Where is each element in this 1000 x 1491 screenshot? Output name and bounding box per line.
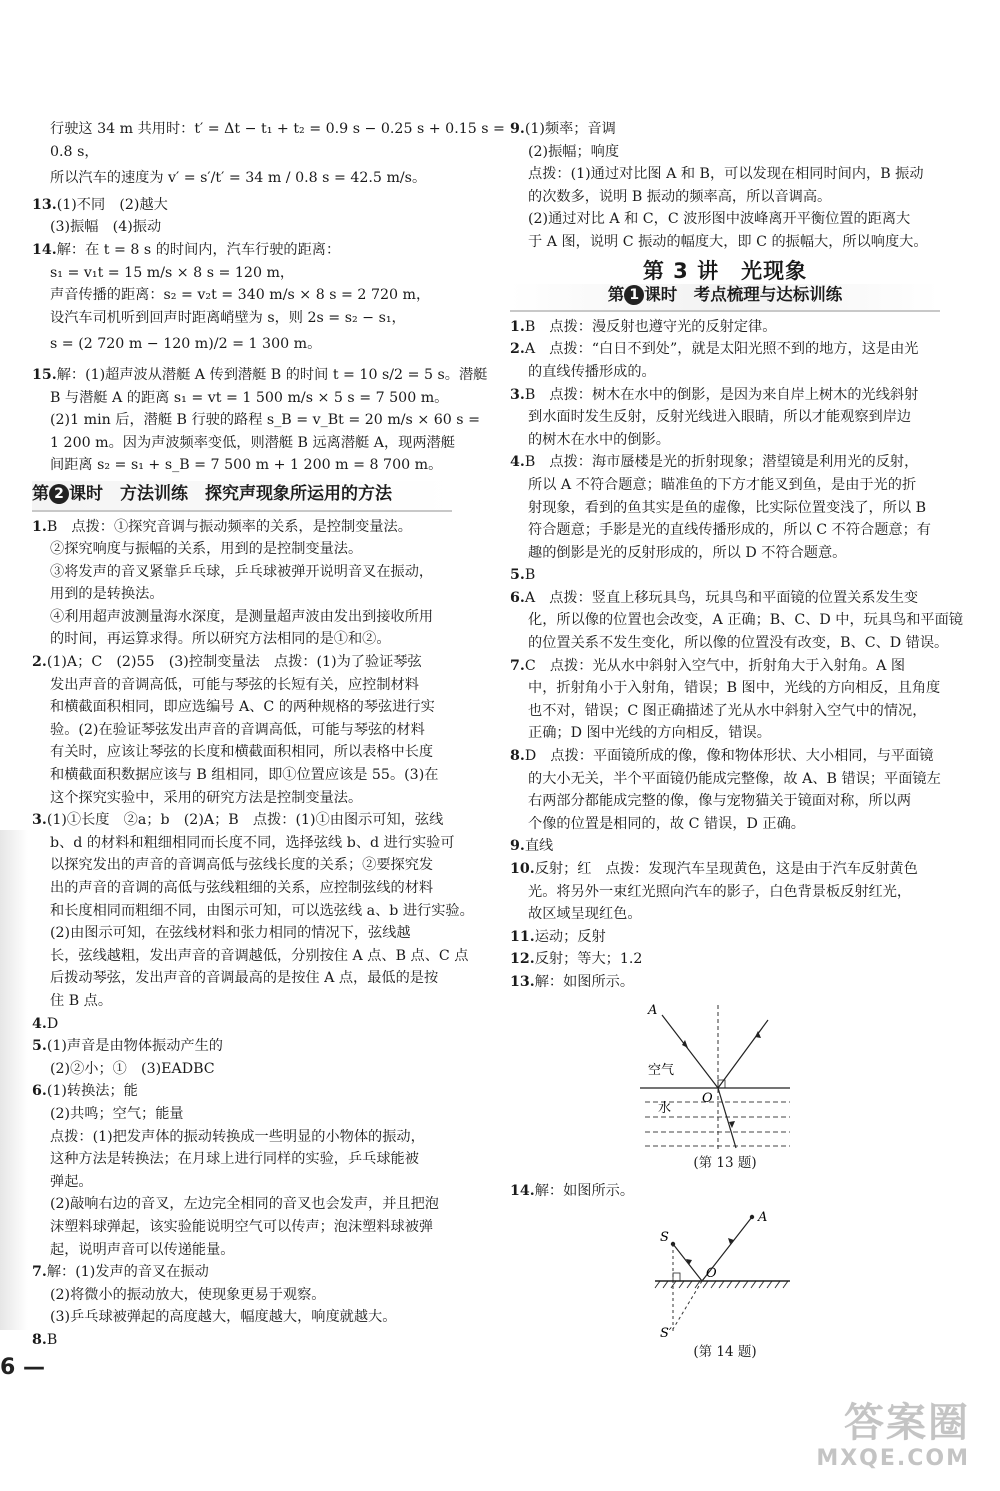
answer-text: 验。(2)在验证琴弦发出声音的音调高低，可能与琴弦的材料	[50, 721, 425, 738]
answer-line	[32, 1306, 452, 1329]
answer-line	[510, 338, 940, 361]
answer-line	[32, 583, 452, 606]
reflected-ray	[718, 1020, 768, 1088]
answer-text: 化，所以像的位置也会改变，A 正确；B、C、D 中，玩具鸟和平面镜	[528, 612, 963, 629]
answer-line	[32, 1035, 452, 1058]
answer-text: (1)①长度 ②a；b (2)A；B 点拨：(1)①由图示可知，弦线	[46, 812, 444, 829]
question-number: 4.	[510, 454, 525, 471]
answer-text: 沫塑料球弹起，该实验能说明空气可以传声；泡沫塑料球被弹	[50, 1218, 434, 1235]
question-number: 6.	[510, 589, 525, 606]
answer-line	[510, 186, 940, 209]
answer-text: 以探究发出的声音的音调高低与弦线长度的关系；②要探究发	[50, 857, 434, 874]
text-line: 间距离 s₂ = s₁ + s_B = 7 500 m + 1 200 m = 8 700 m。	[50, 457, 443, 474]
answer-line	[510, 677, 940, 700]
answer-line	[510, 231, 940, 254]
answer-line	[32, 1261, 452, 1284]
right-column	[510, 118, 963, 1369]
answer-line	[32, 787, 452, 810]
answer-text: ③将发声的音叉紧靠乒乓球，乒乓球被弹开说明音叉在振动，	[50, 563, 434, 580]
question-number: 13.	[510, 973, 535, 990]
answer-list	[510, 316, 963, 994]
answer-text: B 点拨：漫反射也遵守光的反射定律。	[524, 318, 777, 335]
answer-text: 解：如图所示。	[534, 973, 635, 990]
answer-line	[510, 361, 940, 384]
answer-text: D 点拨：平面镜所成的像，像和物体形状、大小相同，与平面镜	[524, 748, 934, 765]
answer-text: B 点拨：①探究音调与振动频率的关系，是控制变量法。	[46, 518, 412, 535]
answer-line	[510, 745, 940, 768]
arrow-icon	[755, 1031, 761, 1038]
answer-text: (2)敲响右边的音叉，左边完全相同的音叉也会发声，并且把泡	[50, 1196, 439, 1213]
question-14: 14.解：如图所示。	[510, 1183, 635, 1200]
answer-text: (3)乒乓球被弹起的高度越大，幅度越大，响度就越大。	[50, 1309, 397, 1326]
answer-text: (2)将微小的振动放大，使现象更易于观察。	[50, 1286, 326, 1303]
answer-text: 的时间，再运算求得。所以研究方法相同的是①和②。	[50, 631, 391, 648]
answer-text: (2)振幅；响度	[528, 143, 620, 160]
answer-text: 出的声音的音调的高低与弦线粗细的关系，应控制弦线的材料	[50, 880, 434, 896]
answer-line	[510, 881, 940, 904]
section-heading: 第 2 课时 方法训练 探究声现象所运用的方法	[32, 481, 452, 512]
answer-line	[32, 832, 455, 855]
answer-line	[32, 809, 452, 832]
answer-line	[510, 722, 940, 745]
answer-line	[32, 967, 452, 990]
mirror-hatching	[655, 1281, 788, 1288]
question-number: 3.	[32, 812, 47, 829]
text-line: 1 200 m。因为声波频率变低，则潜艇 B 远离潜艇 A，现两潜艇	[50, 434, 455, 451]
question-number: 1.	[32, 518, 47, 535]
answer-line	[32, 877, 452, 900]
answer-line	[32, 945, 469, 968]
answer-text: 符合题意；手影是光的直线传播形成的，所以 C 不符合题意；有	[528, 522, 931, 539]
answer-text: 的大小无关，半个平面镜仍能成完整像，故 A、B 错误；平面镜左	[528, 770, 941, 787]
answer-line	[510, 903, 940, 926]
lecture-title: 第 3 讲 光现象	[642, 258, 808, 283]
label-water: 水	[658, 1100, 672, 1116]
answer-line	[510, 497, 940, 520]
question-number: 8.	[32, 1331, 47, 1348]
text-line: 0.8 s，	[50, 143, 99, 160]
answer-line	[510, 474, 940, 497]
answer-line	[510, 208, 940, 231]
answer-line	[32, 1148, 452, 1171]
answer-line	[32, 1216, 452, 1239]
arrow-icon	[682, 1040, 688, 1048]
answer-text: B	[524, 567, 536, 584]
question-number: 11.	[510, 928, 535, 945]
answer-line	[32, 516, 452, 539]
answer-text: (2)②小；① (3)EADBC	[50, 1060, 215, 1077]
answer-line	[510, 948, 940, 971]
answer-line	[32, 1080, 452, 1103]
answer-line	[32, 854, 452, 877]
label-a: A	[758, 1209, 768, 1225]
question-13: 13.(1)不同 (2)越大	[32, 196, 168, 213]
answer-line	[510, 609, 963, 632]
text-line: B 与潜艇 A 的距离 s₁ = vt = 1 500 m/s × 5 s = 7 500 m。	[50, 389, 449, 406]
figure-caption: (第 13 题)	[693, 1154, 757, 1171]
answer-line	[510, 655, 940, 678]
answer-text: 直线	[524, 838, 554, 855]
answer-line	[510, 926, 940, 949]
answer-text: (1)声音是由物体振动产生的	[46, 1038, 223, 1055]
answer-text: (2)由图示可知，在弦线材料和张力相同的情况下，弦线越	[50, 925, 411, 942]
incident-ray	[673, 1244, 702, 1281]
answer-line	[510, 384, 940, 407]
answer-text: 发出声音的音调高低，可能与琴弦的长短有关，应控制材料	[50, 676, 419, 693]
question-number: 7.	[32, 1264, 47, 1281]
answer-text: (1)转换法；能	[46, 1083, 138, 1100]
answer-line	[510, 429, 940, 452]
answer-text: 长，弦线越粗，发出声音的音调越低，分别按住 A 点、B 点、C 点	[50, 947, 469, 964]
answer-line	[510, 858, 940, 881]
answer-text: 故区域呈现红色。	[528, 906, 642, 923]
question-number: 2.	[510, 341, 525, 358]
answer-text: 到水面时发生反射，反射光线进入眼睛，所以才能观察到岸边	[528, 409, 912, 426]
answer-line	[32, 741, 452, 764]
answer-line	[32, 922, 452, 945]
question-14: 14.解：在 t = 8 s 的时间内，汽车行驶的距离：	[32, 241, 341, 258]
answer-text: 解：(1)发声的音叉在振动	[46, 1264, 209, 1281]
answer-line	[32, 1171, 452, 1194]
answer-text: B	[46, 1331, 58, 1348]
question-number: 2.	[32, 654, 47, 671]
answer-text: 所以 A 不符合题意；瞄准鱼的下方才能叉到鱼，是由于光的折	[528, 476, 917, 493]
label-o: O	[706, 1265, 717, 1281]
answer-line	[510, 768, 940, 791]
answer-list	[32, 516, 474, 1352]
answer-text: 反射；红 点拨：发现汽车呈现黄色，这是由于汽车反射黄色	[534, 861, 918, 877]
answer-line	[32, 628, 452, 651]
page-number: 6 —	[0, 1355, 45, 1380]
answer-line	[32, 764, 452, 787]
answer-text: 有关时，应该让琴弦的长度和横截面积相同，所以表格中长度	[50, 744, 434, 761]
answer-line	[510, 316, 940, 339]
answer-line	[510, 587, 940, 610]
answer-text: 弹起。	[50, 1173, 93, 1190]
answer-text: 反射；等大；1.2	[534, 951, 643, 968]
answer-line	[510, 163, 940, 186]
figure-14-mirror-diagram	[640, 1209, 810, 1339]
answer-line	[510, 519, 940, 542]
answer-text: 射现象，看到的鱼其实是鱼的虚像，比实际位置变浅了，所以 B	[528, 499, 927, 516]
answer-line	[32, 900, 474, 923]
answer-line	[32, 651, 452, 674]
answer-line	[510, 790, 940, 813]
figure-caption: (第 14 题)	[693, 1343, 757, 1360]
answer-line	[510, 700, 940, 723]
answer-text: 光。将另外一束红光照向汽车的影子，白色背景板反射红光，	[528, 883, 912, 900]
answer-text: 和横截面积相同，即应选编号 A、C 的两种规格的琴弦进行实	[50, 699, 435, 716]
text-line: s₁ = v₁t = 15 m/s × 8 s = 120 m，	[50, 264, 295, 281]
text-line: 设汽车司机听到回声时距离峭壁为 s，则 2s = s₂ − s₁，	[50, 309, 406, 326]
answer-line	[32, 1239, 452, 1262]
answer-line	[510, 971, 940, 994]
answer-text: 于 A 图，说明 C 振动的幅度大，即 C 的振幅大，所以响度大。	[528, 233, 928, 250]
answer-text: B 点拨：树木在水中的倒影，是因为来自岸上树木的光线斜射	[524, 386, 919, 403]
text-line: (2)1 min 后，潜艇 B 行驶的路程 s_B = v_Bt = 20 m/s × 60 s =	[50, 412, 480, 429]
label-a: A	[648, 1002, 658, 1018]
answer-line	[510, 564, 940, 587]
answer-line	[32, 1193, 452, 1216]
answer-line	[510, 835, 940, 858]
text-line: 所以汽车的速度为 v′ = s′/t′ = 34 m / 0.8 s = 42.5 m/s。	[50, 170, 427, 187]
question-15: 15.解：(1)超声波从潜艇 A 传到潜艇 B 的时间 t = 10 s/2 = 5 s。潜艇	[32, 366, 488, 383]
answer-text: 的直线传播形成的。	[528, 363, 656, 380]
answer-text: 的树木在水中的倒影。	[528, 431, 670, 448]
answer-text: 起，说明声音可以传递能量。	[50, 1241, 235, 1258]
answer-line	[32, 674, 452, 697]
right-angle-mark	[673, 1273, 680, 1281]
answer-list	[510, 118, 940, 254]
virtual-ray	[673, 1281, 702, 1329]
answer-text: (1)A；C (2)55 (3)控制变量法 点拨：(1)为了验证琴弦	[46, 654, 422, 671]
answer-text: 个像的位置是相同的，故 C 错误，D 正确。	[528, 815, 805, 832]
answer-text: 的次数多，说明 B 振动的频率高，所以音调高。	[528, 188, 832, 205]
left-column	[32, 118, 505, 1351]
answer-line	[510, 406, 940, 429]
answer-text: 正确；D 图中光线的方向相反，错误。	[528, 725, 771, 742]
label-s-prime: S′	[660, 1325, 672, 1339]
question-number: 5.	[32, 1038, 47, 1055]
answer-text: b、d 的材料和粗细相同而长度不同，选择弦线 b、d 进行实验可	[50, 834, 455, 851]
answer-text: 和横截面积数据应该与 B 组相同，即①位置应该是 55。(3)在	[50, 767, 439, 784]
text-line: s = (2 720 m − 120 m)/2 = 1 300 m。	[50, 336, 322, 353]
page-edge-shadow	[0, 830, 28, 1330]
answer-line	[32, 561, 452, 584]
answer-text: B 点拨：海市蜃楼是光的折射现象；潜望镜是利用光的反射，	[524, 454, 919, 471]
label-o: O	[702, 1090, 713, 1106]
label-air: 空气	[648, 1062, 675, 1078]
answer-text: (2)通过对比 A 和 C，C 波形图中波峰离开平衡位置的距离大	[528, 211, 911, 228]
answer-line	[510, 542, 940, 565]
refracted-ray	[718, 1088, 736, 1148]
question-number: 10.	[510, 861, 535, 877]
answer-line	[32, 1103, 452, 1126]
answer-line	[32, 606, 452, 629]
answer-line	[510, 632, 949, 655]
answer-text: 运动；反射	[534, 928, 606, 945]
answer-line	[32, 1284, 452, 1307]
text-line: 行驶这 34 m 共用时：t′ = Δt − t₁ + t₂ = 0.9 s − 0.25 s + 0.15 s =	[50, 121, 505, 137]
lesson-number-badge: 2	[49, 484, 69, 504]
answer-text: 点拨：(1)通过对比图 A 和 B，可以发现在相同时间内，B 振动	[528, 166, 924, 183]
answer-text: 也不对，错误；C 图正确描述了光从水中斜射入空气中的情况，	[528, 702, 927, 719]
answer-text: 这种方法是转换法；在月球上进行同样的实验，乒乓球能被	[50, 1151, 419, 1168]
question-number: 9.	[510, 838, 525, 855]
answer-line	[510, 451, 940, 474]
question-number: 1.	[510, 318, 525, 335]
answer-text: A 点拨：竖直上移玩具鸟，玩具鸟和平面镜的位置关系发生变	[524, 589, 919, 606]
text-line: 声音传播的距离：s₂ = v₂t = 340 m/s × 8 s = 2 720 m，	[50, 287, 431, 304]
question-number: 4.	[32, 1015, 47, 1032]
answer-line	[510, 118, 940, 141]
section-heading: 第 1 课时 考点梳理与达标训练	[510, 284, 940, 312]
answer-text: A 点拨：“白日不到处”，就是太阳光照不到的地方，这是由光	[524, 341, 919, 358]
answer-line	[32, 696, 452, 719]
question-number: 3.	[510, 386, 525, 403]
answer-text: 后拨动琴弦，发出声音的音调最高的是按住 A 点，最低的是按	[50, 970, 439, 987]
answer-text: 趣的倒影是光的反射形成的，所以 D 不符合题意。	[528, 544, 847, 561]
question-number: 5.	[510, 567, 525, 584]
answer-text: 这个探究实验中，采用的研究方法是控制变量法。	[50, 789, 363, 806]
answer-text: ④利用超声波测量海水深度，是测量超声波由发出到接收所用	[50, 608, 434, 625]
answer-line	[32, 538, 452, 561]
answer-text: C 点拨：光从水中斜射入空气中，折射角大于入射角。A 图	[524, 657, 906, 674]
question-number: 6.	[32, 1083, 47, 1100]
answer-line	[32, 1058, 452, 1081]
answer-line	[510, 141, 940, 164]
answer-line	[32, 1329, 452, 1352]
lesson-number-badge: 1	[624, 285, 644, 305]
text-line: (3)振幅 (4)振动	[50, 219, 162, 236]
answer-line	[510, 813, 940, 836]
question-number: 7.	[510, 657, 525, 674]
label-s: S	[660, 1229, 669, 1245]
answer-line	[32, 990, 452, 1013]
watermark	[816, 1391, 970, 1471]
question-number: 8.	[510, 748, 525, 765]
answer-text: ②探究响度与振幅的关系，用到的是控制变量法。	[50, 541, 363, 558]
answer-line	[32, 1126, 452, 1149]
figure-13-refraction-diagram	[640, 1000, 810, 1150]
answer-line	[32, 719, 452, 742]
answer-text: (1)频率；音调	[524, 121, 616, 137]
watermark-url: MXQE.COM	[816, 1446, 970, 1471]
answer-text: 用到的是转换法。	[50, 586, 164, 603]
answer-text: 点拨：(1)把发声体的振动转换成一些明显的小物体的振动，	[50, 1128, 425, 1145]
answer-text: (2)共鸣；空气；能量	[50, 1105, 184, 1122]
answer-text: 的位置关系不发生变化，所以像的位置没有改变，B、C、D 错误。	[528, 635, 949, 652]
answer-text: D	[46, 1015, 59, 1032]
answer-line	[32, 1013, 452, 1036]
question-number: 12.	[510, 951, 535, 968]
question-number: 9.	[510, 121, 525, 137]
answer-text: 和长度相同而粗细不同，由图示可知，可以选弦线 a、b 进行实验。	[50, 902, 474, 919]
answer-text: 右两部分都能成完整的像，像与宠物猫关于镜面对称，所以两	[528, 793, 912, 810]
answer-text: 中，折射角小于入射角，错误；B 图中，光线的方向相反，且角度	[528, 680, 941, 697]
watermark-logo-text: 答案圈	[844, 1400, 970, 1446]
answer-text: 住 B 点。	[50, 992, 113, 1009]
